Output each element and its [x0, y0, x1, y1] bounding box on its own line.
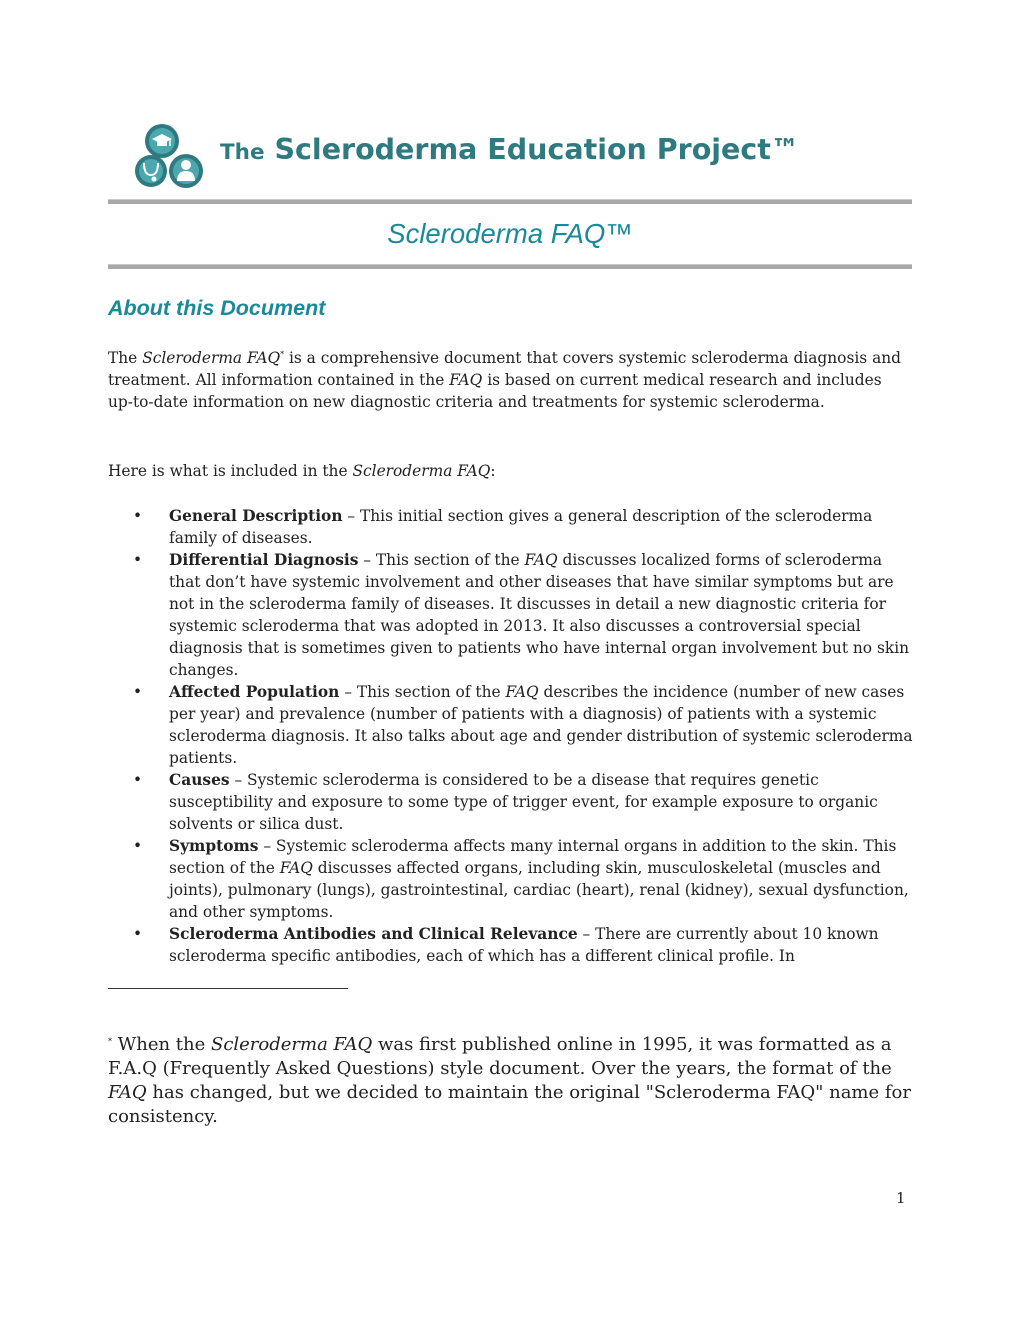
page-title: Scleroderma FAQ™: [387, 218, 633, 249]
list-item: • Differential Diagnosis – This section of the FAQ discusses localized forms of scleroderma that don’t have systemic involvement and other diseases that have similar symptoms but are not in the scleroderma family of diseases. It discusses in detail a new diagnostic criteria for systemic scleroderma that was adopted in 2013. It also discusses a controversial special diagnosis that is sometimes given to patients who have internal organ involvement but no skin changes.: [133, 551, 910, 679]
footnote-separator: [108, 988, 348, 989]
title-rule-bottom: [108, 264, 912, 269]
title-rule-top: [108, 199, 912, 204]
list-item: • Affected Population – This section of the FAQ describes the incidence (number of new cases per year) and prevalence (number of patients with a diagnosis) of patients with a systemic scleroderma diagnosis. It also talks about age and gender distribution of systemic scleroderma patients.: [133, 683, 913, 767]
page-number: 1: [896, 1189, 906, 1207]
list-item: • Symptoms – Systemic scleroderma affects many internal organs in addition to the skin. This section of the FAQ discusses affected organs, including skin, musculoskeletal (muscles and joints), pulmonary (lungs), gastrointestinal, cardiac (heart), renal (kidney), sexual dysfunction, and other symptoms.: [133, 837, 909, 921]
intro-paragraph: The Scleroderma FAQ* is a comprehensive document that covers systemic scleroderma diagnosis and treatment. All information contained in the FAQ is based on current medical research and includes up-to-date information on new diagnostic criteria and treatments for systemic scleroderma.: [108, 349, 902, 411]
section-heading: About this Document: [108, 296, 326, 320]
list-item: • Causes – Systemic scleroderma is considered to be a disease that requires genetic susceptibility and exposure to some type of trigger event, for example exposure to organic solvents or silica dust.: [133, 771, 878, 833]
included-paragraph: Here is what is included in the Scleroderma FAQ:: [108, 462, 496, 480]
header-logo: [134, 121, 894, 191]
stethoscope-mortarboard-person-logo-icon: [134, 121, 216, 191]
list-item: • General Description – This initial section gives a general description of the scleroderma family of diseases.: [133, 507, 873, 547]
list-item: • Scleroderma Antibodies and Clinical Relevance – There are currently about 10 known scleroderma specific antibodies, each of which has a different clinical profile. In: [133, 925, 879, 965]
logo-wordmark: The Scleroderma Education Project™: [220, 133, 800, 166]
contents-list: [133, 505, 913, 967]
footnote: * When the Scleroderma FAQ was first published online in 1995, it was formatted as a F.A.Q (Frequently Asked Questions) style document. Over the years, the format of the FAQ has changed, but we decided to maintain the original "Scleroderma FAQ" name for consistency.: [108, 1034, 911, 1127]
